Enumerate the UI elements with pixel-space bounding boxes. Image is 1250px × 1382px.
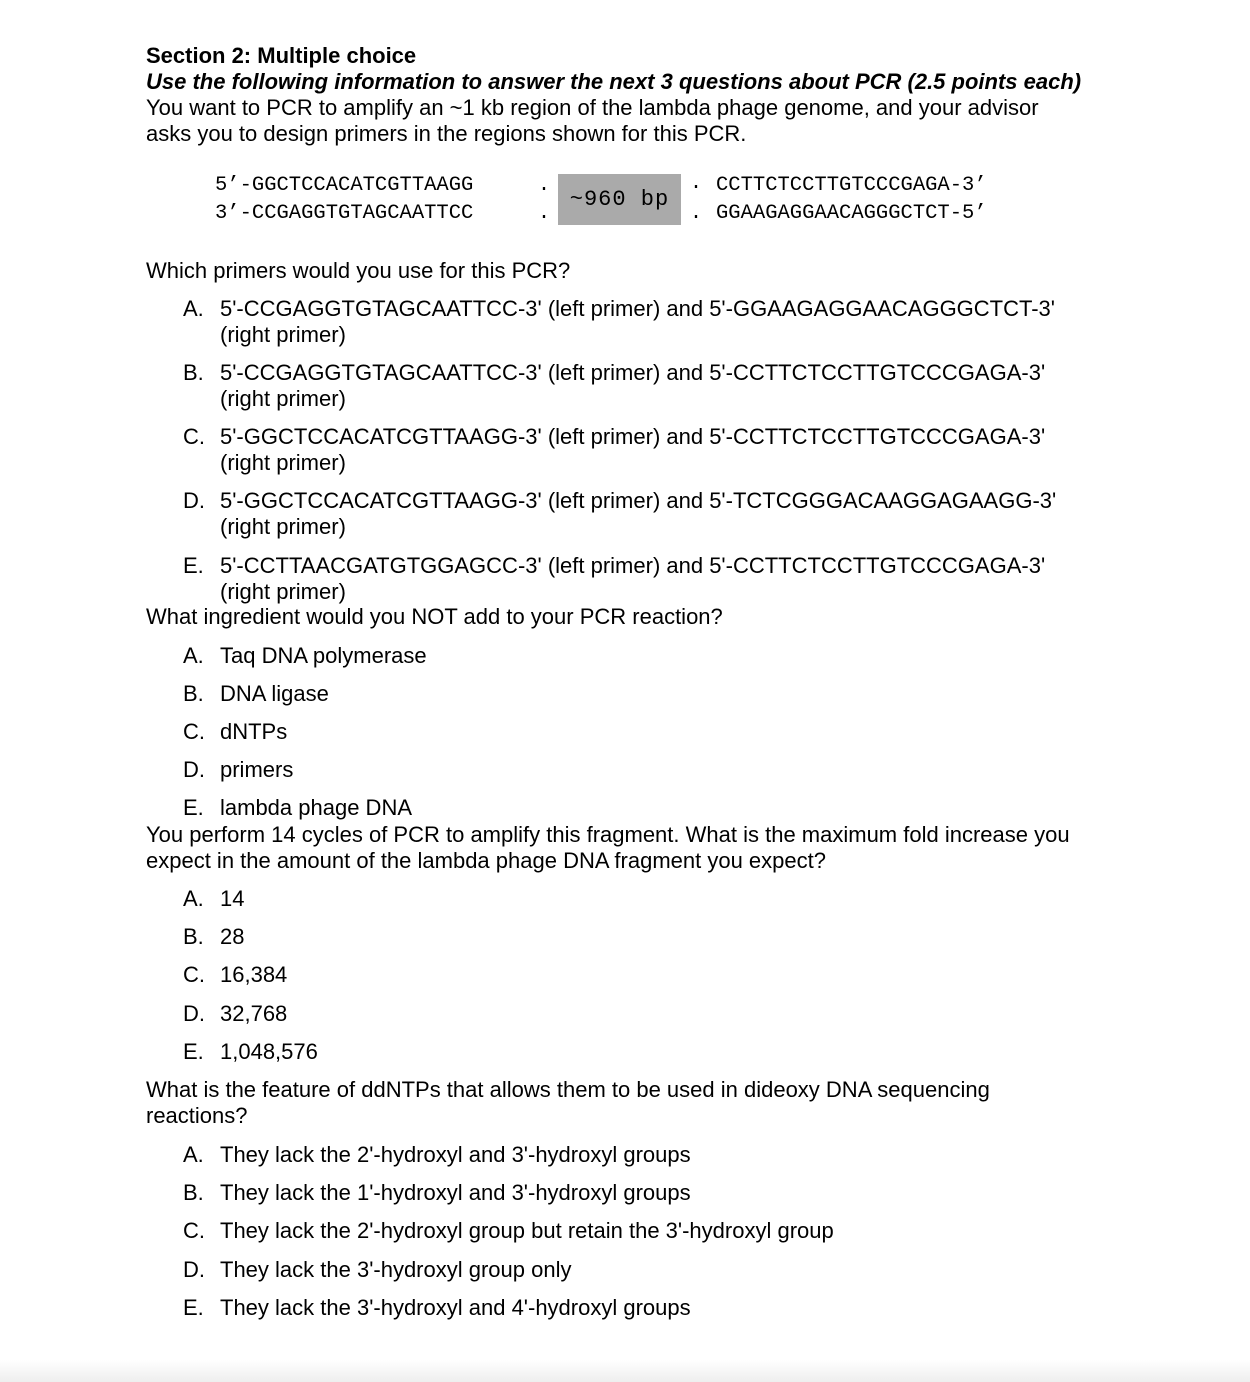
dot-bottom-left: . (538, 202, 551, 225)
option-letter: C. (183, 424, 205, 449)
q2-option-c[interactable] (183, 719, 1143, 745)
q1-option-e[interactable] (183, 553, 1143, 605)
option-text: 5'-GGCTCCACATCGTTAAGG-3' (left primer) and 5'-CCTTCTCCTTGTCCCGAGA-3' (220, 424, 1046, 449)
q3-text-line-1: You perform 14 cycles of PCR to amplify this fragment. What is the maximum fold increase you (146, 822, 1070, 847)
option-letter: C. (183, 1218, 205, 1243)
option-letter: A. (183, 643, 204, 668)
option-text: They lack the 2'-hydroxyl group but retain the 3'-hydroxyl group (220, 1218, 834, 1243)
option-letter: D. (183, 1001, 205, 1026)
option-text: 1,048,576 (220, 1039, 318, 1064)
option-letter: A. (183, 886, 204, 911)
q2-option-b[interactable] (183, 681, 1143, 707)
section-instruction: Use the following information to answer the next 3 questions about PCR (2.5 points each) (146, 69, 1082, 94)
option-letter: E. (183, 1039, 204, 1064)
dot-top-left: . (538, 174, 551, 197)
q3-option-b[interactable] (183, 924, 1143, 950)
option-text: DNA ligase (220, 681, 329, 706)
q3-option-e[interactable] (183, 1039, 1143, 1065)
strand-bottom-left: 3’-CCGAGGTGTAGCAATTCC (215, 202, 474, 225)
option-text: They lack the 3'-hydroxyl and 4'-hydroxyl groups (220, 1295, 691, 1320)
page-bottom-edge (0, 1360, 1250, 1382)
section-title: Section 2: Multiple choice (146, 43, 417, 68)
option-letter: D. (183, 757, 205, 782)
intro-line-1: You want to PCR to amplify an ~1 kb region of the lambda phage genome, and your advisor (146, 95, 1039, 120)
option-letter: E. (183, 553, 204, 578)
option-text: They lack the 1'-hydroxyl and 3'-hydroxyl groups (220, 1180, 691, 1205)
option-text: They lack the 3'-hydroxyl group only (220, 1257, 572, 1282)
q4-text-line-2: reactions? (146, 1103, 248, 1128)
option-letter: E. (183, 1295, 204, 1320)
q1-text: Which primers would you use for this PCR? (146, 258, 571, 283)
q4-option-d[interactable] (183, 1257, 1143, 1283)
option-text: Taq DNA polymerase (220, 643, 427, 668)
option-text-cont: (right primer) (220, 579, 346, 604)
q2-option-a[interactable] (183, 643, 1143, 669)
option-letter: D. (183, 488, 205, 513)
option-text-cont: (right primer) (220, 450, 346, 475)
option-text: 16,384 (220, 962, 288, 987)
option-text: dNTPs (220, 719, 288, 744)
q1-option-d[interactable] (183, 488, 1143, 540)
option-letter: C. (183, 962, 205, 987)
option-text: 5'-CCGAGGTGTAGCAATTCC-3' (left primer) and 5'-CCTTCTCCTTGTCCCGAGA-3' (220, 360, 1046, 385)
option-text: primers (220, 757, 294, 782)
option-letter: B. (183, 1180, 204, 1205)
option-text: 28 (220, 924, 245, 949)
option-letter: A. (183, 296, 204, 321)
option-letter: B. (183, 924, 204, 949)
q2-text: What ingredient would you NOT add to your PCR reaction? (146, 604, 723, 629)
q3-option-a[interactable] (183, 886, 1143, 912)
q3-option-c[interactable] (183, 962, 1143, 988)
q4-option-a[interactable] (183, 1142, 1143, 1168)
intro-line-2: asks you to design primers in the regions shown for this PCR. (146, 121, 747, 146)
q3-option-d[interactable] (183, 1001, 1143, 1027)
option-text-cont: (right primer) (220, 514, 346, 539)
option-text-cont: (right primer) (220, 322, 346, 347)
option-letter: E. (183, 795, 204, 820)
dot-top-right: . (690, 172, 703, 195)
q4-option-c[interactable] (183, 1218, 1143, 1244)
strand-top-right: CCTTCTCCTTGTCCCGAGA-3’ (716, 174, 987, 197)
q1-option-c[interactable] (183, 424, 1143, 476)
option-text: 5'-GGCTCCACATCGTTAAGG-3' (left primer) and 5'-TCTCGGGACAAGGAGAAGG-3' (220, 488, 1057, 513)
strand-bottom-right: GGAAGAGGAACAGGGCTCT-5’ (716, 202, 987, 225)
option-text-cont: (right primer) (220, 386, 346, 411)
q4-option-b[interactable] (183, 1180, 1143, 1206)
option-text: 14 (220, 886, 245, 911)
q4-text-line-1: What is the feature of ddNTPs that allows them to be used in dideoxy DNA sequencing (146, 1077, 990, 1102)
option-text: 5'-CCGAGGTGTAGCAATTCC-3' (left primer) and 5'-GGAAGAGGAACAGGGCTCT-3' (220, 296, 1055, 321)
option-letter: C. (183, 719, 205, 744)
option-letter: B. (183, 681, 204, 706)
q1-option-a[interactable] (183, 296, 1143, 348)
option-text: 32,768 (220, 1001, 288, 1026)
option-letter: D. (183, 1257, 205, 1282)
option-text: They lack the 2'-hydroxyl and 3'-hydroxyl groups (220, 1142, 691, 1167)
option-letter: B. (183, 360, 204, 385)
gap-length-box: ~960 bp (558, 174, 681, 225)
q2-option-e[interactable] (183, 795, 1143, 821)
option-letter: A. (183, 1142, 204, 1167)
option-text: 5'-CCTTAACGATGTGGAGCC-3' (left primer) and 5'-CCTTCTCCTTGTCCCGAGA-3' (220, 553, 1046, 578)
q3-text-line-2: expect in the amount of the lambda phage DNA fragment you expect? (146, 848, 826, 873)
dot-bottom-right: . (690, 202, 703, 225)
q4-option-e[interactable] (183, 1295, 1143, 1321)
section-header (146, 43, 1146, 147)
option-text: lambda phage DNA (220, 795, 413, 820)
q1-option-b[interactable] (183, 360, 1143, 412)
q2-option-d[interactable] (183, 757, 1143, 783)
strand-top-left: 5’-GGCTCCACATCGTTAAGG (215, 174, 474, 197)
